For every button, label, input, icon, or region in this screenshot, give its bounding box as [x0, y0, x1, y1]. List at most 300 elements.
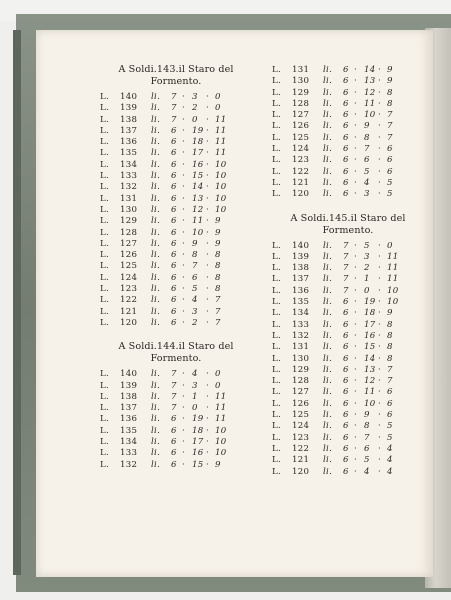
value-soldi: 13	[364, 76, 376, 87]
value-lire: 6	[343, 421, 349, 432]
unit-label: L.	[272, 308, 282, 319]
value-soldi: 17	[364, 319, 376, 330]
currency-label: li.	[323, 65, 333, 75]
separator-dot: ·	[378, 410, 382, 421]
value-soldi: 16	[192, 448, 204, 459]
value-denari: 9	[215, 238, 221, 249]
separator-dot: ·	[378, 353, 382, 364]
separator-dot: ·	[378, 398, 382, 409]
separator-dot: ·	[378, 274, 382, 285]
unit-label: L.	[100, 182, 110, 193]
value-soldi: 6	[364, 443, 370, 454]
quantity: 129	[292, 364, 310, 375]
value-lire: 6	[343, 110, 349, 121]
value-soldi: 4	[192, 369, 198, 380]
unit-label: L.	[272, 387, 282, 398]
currency-label: li.	[151, 193, 161, 204]
quantity: 122	[120, 295, 138, 306]
separator-dot: ·	[354, 353, 358, 364]
separator-dot: ·	[206, 148, 210, 159]
table-row	[268, 76, 428, 87]
separator-dot: ·	[378, 263, 382, 274]
separator-dot: ·	[378, 132, 382, 143]
value-soldi: 3	[192, 92, 198, 102]
value-soldi: 1	[364, 274, 370, 285]
value-soldi: 3	[364, 251, 370, 262]
separator-dot: ·	[182, 103, 186, 114]
value-denari: 9	[387, 76, 393, 87]
table-row	[96, 182, 256, 193]
value-lire: 7	[171, 369, 177, 380]
quantity: 123	[292, 155, 310, 166]
unit-label: L.	[272, 353, 282, 364]
separator-dot: ·	[378, 166, 382, 177]
separator-dot: ·	[182, 216, 186, 227]
currency-label: li.	[323, 308, 333, 319]
value-soldi: 0	[192, 403, 198, 414]
separator-dot: ·	[182, 227, 186, 238]
value-soldi: 3	[192, 380, 198, 391]
value-lire: 6	[171, 295, 177, 306]
value-soldi: 8	[192, 250, 198, 261]
value-soldi: 15	[364, 342, 376, 353]
quantity: 129	[292, 87, 310, 98]
quantity: 133	[120, 171, 138, 182]
value-soldi: 3	[192, 306, 198, 317]
currency-label: li.	[323, 166, 333, 177]
unit-label: L.	[272, 166, 282, 177]
value-lire: 6	[171, 227, 177, 238]
value-lire: 6	[171, 272, 177, 283]
separator-dot: ·	[206, 261, 210, 272]
value-soldi: 18	[192, 137, 204, 148]
quantity: 124	[292, 144, 310, 155]
currency-label: li.	[323, 189, 333, 200]
quantity: 139	[292, 251, 310, 262]
separator-dot: ·	[354, 144, 358, 155]
separator-dot: ·	[354, 98, 358, 109]
separator-dot: ·	[206, 448, 210, 459]
value-lire: 6	[343, 297, 349, 308]
currency-label: li.	[323, 155, 333, 166]
value-soldi: 7	[192, 261, 198, 272]
separator-dot: ·	[354, 410, 358, 421]
separator-dot: ·	[206, 317, 210, 328]
unit-label: L.	[100, 403, 110, 414]
separator-dot: ·	[354, 155, 358, 166]
unit-label: L.	[272, 342, 282, 353]
currency-label: li.	[151, 414, 161, 425]
separator-dot: ·	[354, 177, 358, 188]
price-table-144	[96, 369, 256, 471]
value-denari: 4	[387, 455, 393, 466]
section-heading-145	[268, 213, 428, 237]
quantity: 124	[120, 272, 138, 283]
unit-label: L.	[272, 364, 282, 375]
table-row	[96, 273, 256, 284]
unit-label: L.	[272, 98, 282, 109]
currency-label: li.	[151, 92, 161, 102]
value-soldi: 18	[192, 425, 204, 436]
value-lire: 6	[343, 189, 349, 200]
quantity: 133	[292, 319, 310, 330]
separator-dot: ·	[378, 76, 382, 87]
section-heading-144	[96, 341, 256, 365]
separator-dot: ·	[206, 171, 210, 182]
value-soldi: 19	[364, 297, 376, 308]
table-row	[268, 376, 428, 387]
unit-label: L.	[272, 319, 282, 330]
separator-dot: ·	[206, 272, 210, 283]
value-denari: 10	[215, 448, 227, 459]
separator-dot: ·	[378, 421, 382, 432]
heading-line: Formento.	[322, 224, 374, 236]
unit-label: L.	[100, 159, 110, 170]
separator-dot: ·	[206, 159, 210, 170]
value-lire: 6	[171, 317, 177, 328]
value-soldi: 4	[364, 177, 370, 188]
unit-label: L.	[272, 443, 282, 454]
unit-label: L.	[100, 425, 110, 436]
separator-dot: ·	[354, 376, 358, 387]
currency-label: li.	[323, 240, 333, 251]
value-soldi: 3	[364, 189, 370, 200]
table-row	[96, 426, 256, 437]
value-lire: 6	[343, 308, 349, 319]
cover-edge	[13, 30, 21, 575]
unit-label: L.	[272, 76, 282, 87]
quantity: 121	[292, 455, 310, 466]
table-row	[268, 133, 428, 144]
value-denari: 10	[387, 285, 399, 296]
currency-label: li.	[151, 250, 161, 261]
value-denari: 7	[387, 364, 393, 375]
separator-dot: ·	[354, 387, 358, 398]
quantity: 122	[292, 166, 310, 177]
value-denari: 11	[387, 251, 399, 262]
value-soldi: 9	[364, 410, 370, 421]
currency-label: li.	[323, 319, 333, 330]
quantity: 134	[120, 159, 138, 170]
quantity: 120	[292, 466, 310, 477]
quantity: 126	[292, 398, 310, 409]
value-denari: 8	[387, 319, 393, 330]
currency-label: li.	[151, 238, 161, 249]
value-soldi: 12	[192, 204, 204, 215]
value-denari: 11	[215, 414, 227, 425]
value-denari: 11	[215, 125, 227, 136]
value-soldi: 2	[364, 263, 370, 274]
value-soldi: 19	[192, 125, 204, 136]
quantity: 137	[292, 274, 310, 285]
quantity: 137	[120, 125, 138, 136]
separator-dot: ·	[206, 295, 210, 306]
value-denari: 10	[387, 297, 399, 308]
value-denari: 9	[215, 227, 221, 238]
value-denari: 8	[215, 284, 221, 295]
value-denari: 6	[387, 166, 393, 177]
section-spacer	[96, 329, 256, 339]
value-denari: 6	[387, 410, 393, 421]
currency-label: li.	[323, 342, 333, 353]
table-row	[268, 455, 428, 466]
table-row	[268, 444, 428, 455]
unit-label: L.	[100, 317, 110, 328]
value-lire: 6	[171, 216, 177, 227]
value-lire: 7	[171, 92, 177, 102]
currency-label: li.	[323, 455, 333, 466]
table-row	[96, 392, 256, 403]
separator-dot: ·	[354, 274, 358, 285]
value-lire: 6	[343, 121, 349, 132]
currency-label: li.	[151, 295, 161, 306]
quantity: 140	[292, 240, 310, 251]
value-lire: 7	[171, 114, 177, 125]
separator-dot: ·	[378, 144, 382, 155]
unit-label: L.	[100, 369, 110, 380]
value-denari: 8	[387, 87, 393, 98]
value-soldi: 17	[192, 437, 204, 448]
currency-label: li.	[323, 364, 333, 375]
separator-dot: ·	[378, 155, 382, 166]
unit-label: L.	[100, 272, 110, 283]
table-row	[268, 365, 428, 376]
quantity: 133	[120, 448, 138, 459]
currency-label: li.	[323, 443, 333, 454]
separator-dot: ·	[378, 189, 382, 200]
separator-dot: ·	[378, 330, 382, 341]
unit-label: L.	[272, 110, 282, 121]
book-page	[36, 30, 433, 577]
quantity: 136	[120, 137, 138, 148]
value-lire: 6	[171, 250, 177, 261]
value-denari: 10	[215, 193, 227, 204]
table-row	[268, 241, 428, 252]
value-soldi: 11	[364, 387, 376, 398]
value-soldi: 10	[192, 227, 204, 238]
value-lire: 6	[343, 432, 349, 443]
currency-label: li.	[151, 437, 161, 448]
table-row	[268, 110, 428, 121]
value-lire: 7	[343, 251, 349, 262]
separator-dot: ·	[354, 240, 358, 251]
value-denari: 10	[215, 171, 227, 182]
value-soldi: 0	[364, 285, 370, 296]
value-soldi: 6	[364, 155, 370, 166]
value-denari: 11	[215, 403, 227, 414]
currency-label: li.	[151, 369, 161, 380]
separator-dot: ·	[182, 391, 186, 402]
value-soldi: 8	[364, 132, 370, 143]
quantity: 134	[292, 308, 310, 319]
separator-dot: ·	[182, 317, 186, 328]
currency-label: li.	[323, 177, 333, 188]
separator-dot: ·	[354, 330, 358, 341]
unit-label: L.	[272, 132, 282, 143]
table-row	[96, 261, 256, 272]
unit-label: L.	[272, 177, 282, 188]
currency-label: li.	[323, 410, 333, 421]
quantity: 121	[292, 177, 310, 188]
table-row	[96, 295, 256, 306]
currency-label: li.	[323, 353, 333, 364]
table-row	[268, 354, 428, 365]
separator-dot: ·	[206, 459, 210, 470]
separator-dot: ·	[378, 319, 382, 330]
unit-label: L.	[272, 240, 282, 251]
separator-dot: ·	[206, 227, 210, 238]
separator-dot: ·	[378, 308, 382, 319]
value-soldi: 12	[364, 376, 376, 387]
unit-label: L.	[100, 380, 110, 391]
separator-dot: ·	[378, 297, 382, 308]
separator-dot: ·	[206, 380, 210, 391]
table-row	[96, 137, 256, 148]
value-denari: 5	[387, 189, 393, 200]
value-lire: 6	[171, 306, 177, 317]
separator-dot: ·	[378, 98, 382, 109]
separator-dot: ·	[354, 421, 358, 432]
table-row	[96, 437, 256, 448]
value-denari: 10	[215, 182, 227, 193]
currency-label: li.	[151, 227, 161, 238]
value-denari: 10	[215, 204, 227, 215]
separator-dot: ·	[354, 189, 358, 200]
value-lire: 6	[343, 342, 349, 353]
table-row	[268, 433, 428, 444]
value-soldi: 5	[364, 166, 370, 177]
quantity: 140	[120, 92, 138, 102]
unit-label: L.	[272, 263, 282, 274]
table-row	[268, 121, 428, 132]
separator-dot: ·	[206, 216, 210, 227]
table-row	[268, 399, 428, 410]
quantity: 128	[292, 376, 310, 387]
table-row	[96, 239, 256, 250]
value-soldi: 12	[364, 87, 376, 98]
unit-label: L.	[272, 274, 282, 285]
value-denari: 9	[215, 216, 221, 227]
value-soldi: 9	[192, 238, 198, 249]
separator-dot: ·	[378, 432, 382, 443]
value-soldi: 17	[192, 148, 204, 159]
table-row	[96, 284, 256, 295]
separator-dot: ·	[354, 110, 358, 121]
separator-dot: ·	[182, 250, 186, 261]
value-lire: 7	[343, 285, 349, 296]
value-denari: 0	[215, 92, 221, 102]
separator-dot: ·	[206, 284, 210, 295]
value-lire: 6	[343, 177, 349, 188]
currency-label: li.	[151, 148, 161, 159]
value-soldi: 7	[364, 144, 370, 155]
unit-label: L.	[272, 398, 282, 409]
value-lire: 7	[171, 391, 177, 402]
value-denari: 0	[215, 103, 221, 114]
value-soldi: 15	[192, 459, 204, 470]
value-lire: 6	[171, 261, 177, 272]
value-lire: 6	[171, 425, 177, 436]
separator-dot: ·	[378, 387, 382, 398]
heading-line: Formento.	[150, 353, 202, 365]
unit-label: L.	[272, 144, 282, 155]
currency-label: li.	[151, 125, 161, 136]
unit-label: L.	[272, 121, 282, 132]
table-row	[268, 342, 428, 353]
value-soldi: 4	[192, 295, 198, 306]
currency-label: li.	[323, 132, 333, 143]
separator-dot: ·	[206, 193, 210, 204]
value-denari: 11	[387, 274, 399, 285]
separator-dot: ·	[378, 121, 382, 132]
value-lire: 7	[343, 240, 349, 251]
currency-label: li.	[151, 272, 161, 283]
separator-dot: ·	[206, 403, 210, 414]
unit-label: L.	[272, 189, 282, 200]
separator-dot: ·	[206, 137, 210, 148]
quantity: 123	[292, 432, 310, 443]
table-row	[96, 171, 256, 182]
separator-dot: ·	[378, 251, 382, 262]
value-lire: 6	[343, 353, 349, 364]
quantity: 125	[292, 410, 310, 421]
value-denari: 11	[215, 148, 227, 159]
value-lire: 6	[343, 398, 349, 409]
value-soldi: 1	[192, 391, 198, 402]
separator-dot: ·	[206, 414, 210, 425]
table-row	[268, 252, 428, 263]
separator-dot: ·	[182, 414, 186, 425]
unit-label: L.	[100, 238, 110, 249]
separator-dot: ·	[354, 455, 358, 466]
value-lire: 7	[171, 103, 177, 114]
currency-label: li.	[323, 144, 333, 155]
value-soldi: 5	[364, 455, 370, 466]
value-denari: 5	[387, 421, 393, 432]
table-row	[96, 250, 256, 261]
currency-label: li.	[323, 376, 333, 387]
quantity: 139	[120, 380, 138, 391]
value-lire: 7	[171, 380, 177, 391]
value-lire: 7	[171, 403, 177, 414]
table-row	[96, 126, 256, 137]
separator-dot: ·	[206, 250, 210, 261]
unit-label: L.	[100, 284, 110, 295]
currency-label: li.	[151, 306, 161, 317]
separator-dot: ·	[354, 364, 358, 375]
separator-dot: ·	[354, 65, 358, 75]
value-soldi: 6	[192, 272, 198, 283]
quantity: 138	[120, 391, 138, 402]
separator-dot: ·	[206, 391, 210, 402]
table-row	[268, 167, 428, 178]
separator-dot: ·	[354, 285, 358, 296]
separator-dot: ·	[182, 171, 186, 182]
price-table-143	[96, 92, 256, 329]
currency-label: li.	[151, 216, 161, 227]
separator-dot: ·	[206, 182, 210, 193]
separator-dot: ·	[182, 193, 186, 204]
heading-line: A Soldi.144.il Staro del	[118, 341, 234, 353]
quantity: 136	[120, 414, 138, 425]
separator-dot: ·	[182, 204, 186, 215]
separator-dot: ·	[354, 432, 358, 443]
table-row	[96, 381, 256, 392]
currency-label: li.	[151, 459, 161, 470]
value-denari: 11	[215, 137, 227, 148]
unit-label: L.	[100, 204, 110, 215]
value-soldi: 10	[364, 110, 376, 121]
